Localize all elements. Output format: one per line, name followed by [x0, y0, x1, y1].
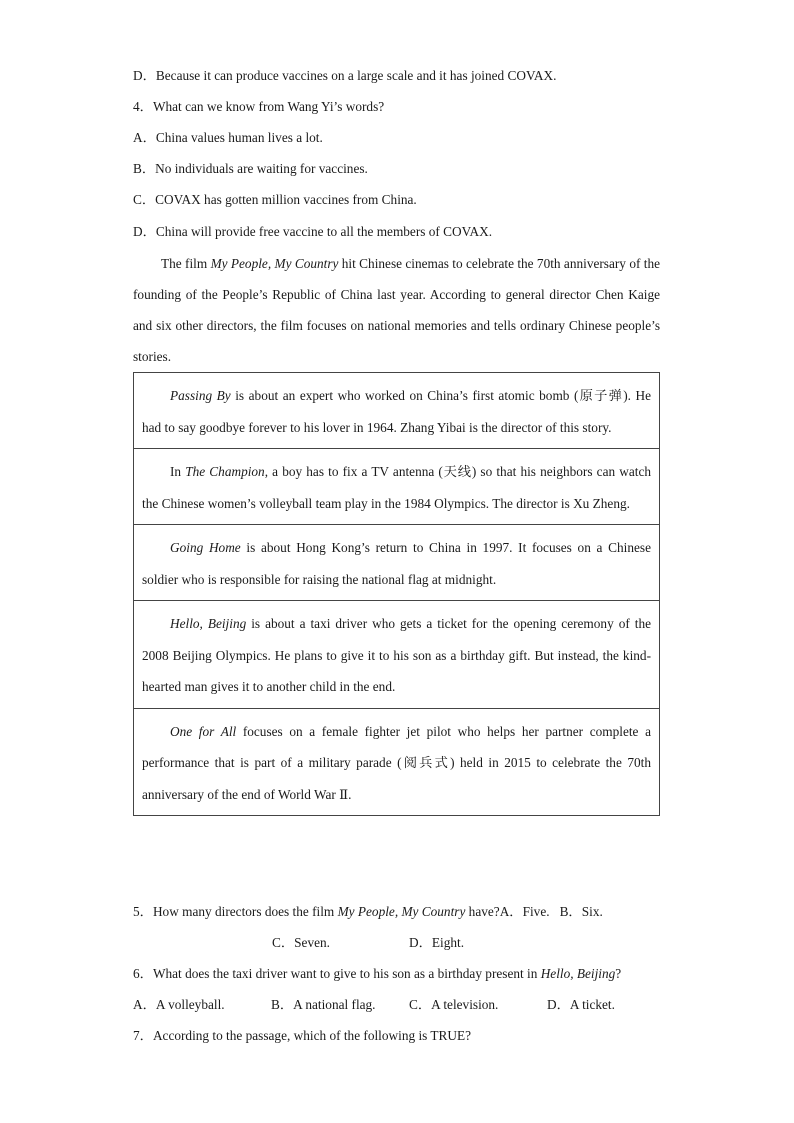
film-title: Passing By — [170, 388, 231, 403]
q4-stem: 4．What can we know from Wang Yi’s words? — [133, 99, 385, 114]
q5-stem-title: My People, My Country — [337, 904, 466, 919]
film-title: One for All — [170, 723, 237, 739]
q5-option-a: A．Five. — [499, 904, 550, 919]
film-cell-passing-by — [134, 373, 659, 449]
q3-option-d: D．Because it can produce vaccines on a large scale and it has joined COVAX. — [133, 68, 557, 83]
film-title: Going Home — [170, 540, 241, 555]
q5-stem-row — [133, 902, 603, 922]
film-description: is about Hong Kong’s return to China in 1997. It focuses on a Chinese soldier who is responsible for raising the national flag at midnight. — [142, 540, 651, 587]
intro-film-title: My People, My Country — [210, 256, 339, 271]
q6-option-c: C．A television. — [409, 997, 499, 1012]
q4-option-b: B．No individuals are waiting for vaccines. — [133, 161, 368, 176]
film-table — [133, 372, 660, 816]
q5-option-b: B．Six. — [559, 904, 603, 919]
film-cell-hello-beijing — [134, 601, 659, 709]
q5-stem-part2: have? — [465, 904, 500, 919]
film-description: focuses on a female fighter jet pilot who helps her partner complete a performance that is part of a military parade (阅兵式) held in 2015 to celebrate the 70th anniversary of the end of World War Ⅱ. — [142, 723, 651, 802]
q5-option-d: D．Eight. — [409, 935, 465, 950]
q7-stem: 7．According to the passage, which of the following is TRUE? — [133, 1028, 472, 1043]
film-cell-going-home — [134, 525, 659, 601]
film-description: , a boy has to fix a TV antenna (天线) so that his neighbors can watch the Chinese women’s volleyball team play in the 1984 Olympics. The director is Xu Zheng. — [142, 464, 651, 511]
film-title: The Champion — [185, 464, 265, 479]
film-title: Hello, Beijing — [170, 616, 247, 631]
q4-option-a: A．China values human lives a lot. — [133, 130, 323, 145]
intro-paragraph — [133, 248, 660, 372]
intro-part2: hit Chinese cinemas to celebrate the 70th anniversary of the founding of the People’s Republic of China last year. According to general director Chen Kaige and six other directors, the film focuses on national memories and tells ordinary Chinese people’s stories. — [133, 256, 660, 364]
q5-option-c: C．Seven. — [272, 935, 330, 950]
q4-option-c: C．COVAX has gotten million vaccines from China. — [133, 192, 417, 207]
q6-stem-row — [133, 964, 621, 984]
q6-stem-part1: 6．What does the taxi driver want to give to his son as a birthday present in — [133, 966, 541, 981]
film-cell-the-champion — [134, 449, 659, 525]
q6-stem-part2: ? — [615, 966, 622, 981]
q6-stem-title: Hello, Beijing — [540, 966, 616, 981]
q5-stem-part1: 5．How many directors does the film — [133, 904, 338, 919]
q4-option-d: D．China will provide free vaccine to all the members of COVAX. — [133, 224, 493, 239]
q6-option-d: D．A ticket. — [547, 997, 615, 1012]
film-description: is about an expert who worked on China’s first atomic bomb (原子弹). He had to say goodbye forever to his lover in 1964. Zhang Yibai is the director of this story. — [142, 388, 651, 435]
q6-option-a: A．A volleyball. — [133, 997, 225, 1012]
film-cell-one-for-all — [134, 709, 659, 816]
intro-part1: The film — [161, 256, 211, 271]
film-prefix: In — [170, 464, 186, 479]
q6-option-b: B．A national flag. — [271, 997, 376, 1012]
film-description: is about a taxi driver who gets a ticket for the opening ceremony of the 2008 Beijing Olympics. He plans to give it to his son as a birthday gift. But instead, the kind-hearted man gives it to another child in the end. — [142, 616, 651, 694]
